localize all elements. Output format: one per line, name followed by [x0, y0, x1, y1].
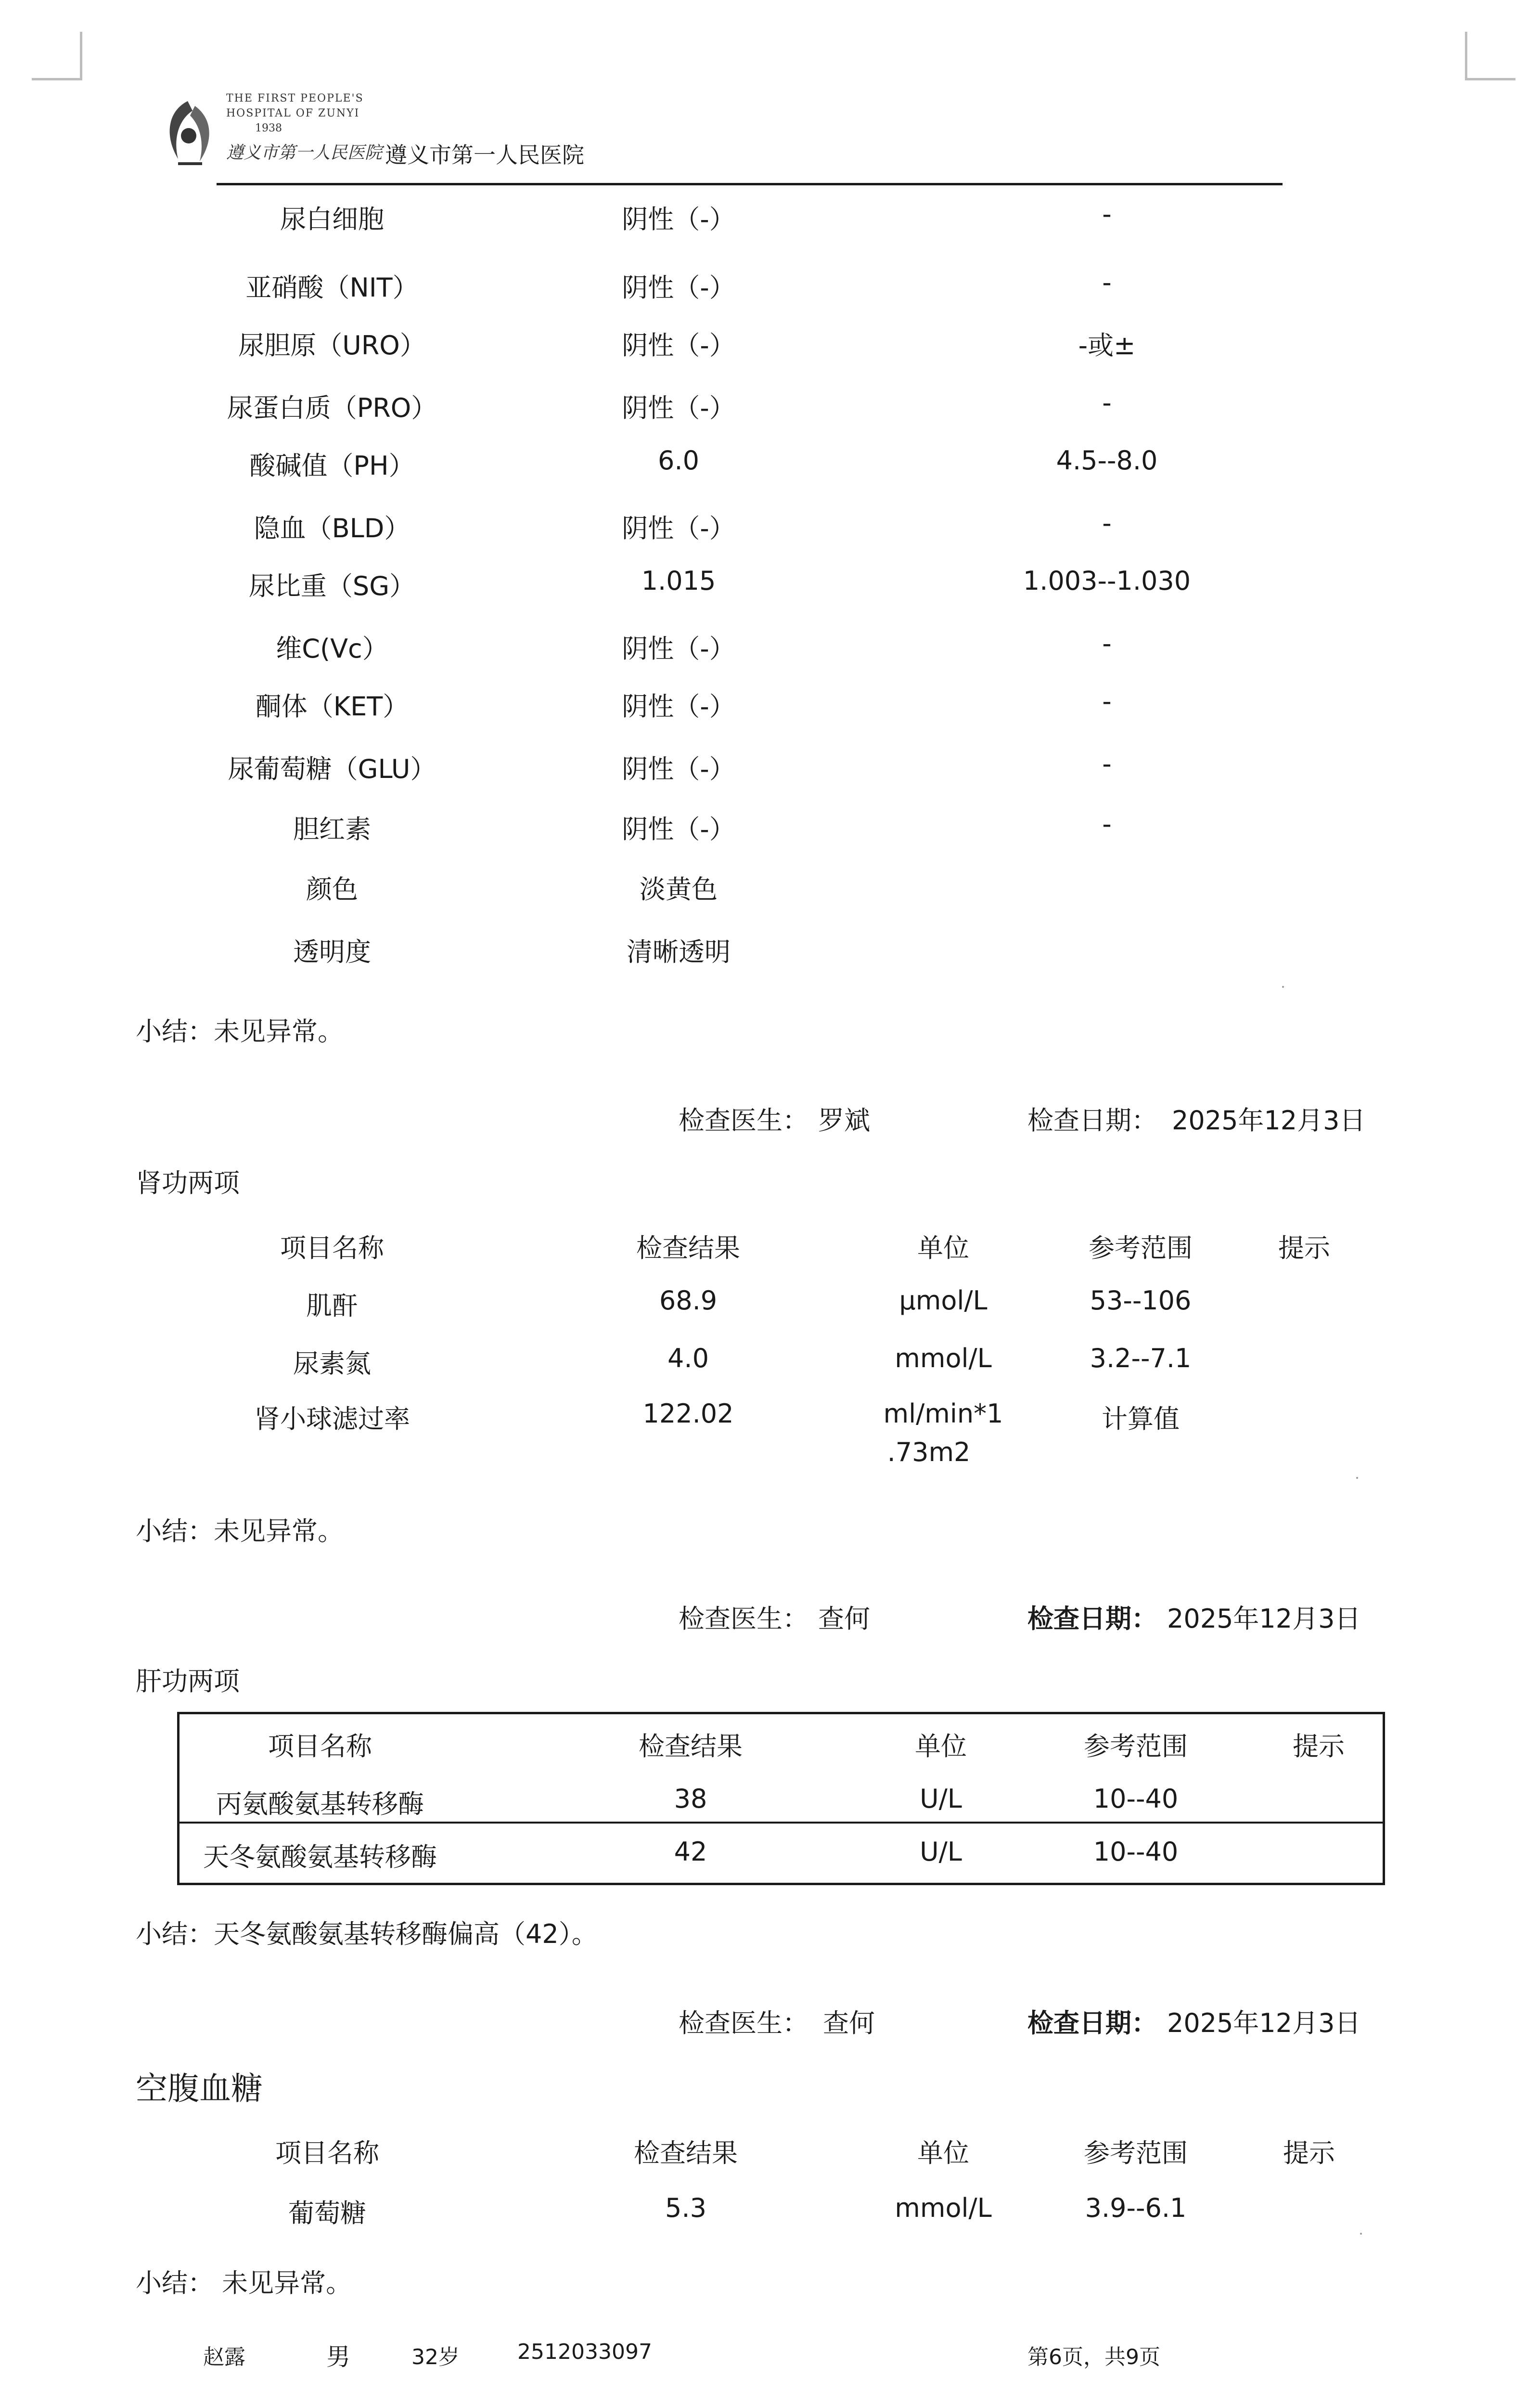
item-name: 尿胆原（URO）: [238, 330, 426, 361]
item-reference: 10--40: [1093, 1837, 1179, 1867]
item-name: 肾小球滤过率: [254, 1404, 410, 1434]
urine-date: 2025年12月3日: [1172, 1105, 1366, 1136]
header-rule: [217, 183, 1283, 185]
item-unit-continued: .73m2: [887, 1437, 971, 1467]
liver-doctor: 查何: [823, 2008, 875, 2038]
item-name: 胆红素: [293, 814, 371, 844]
column-header: 单位: [915, 1731, 967, 1761]
item-name: 肌酐: [306, 1291, 358, 1321]
item-result: 阴性（-）: [622, 513, 735, 544]
item-result: 68.9: [659, 1285, 718, 1316]
item-reference: 1.003--1.030: [1023, 566, 1191, 596]
item-result: 1.015: [641, 566, 716, 596]
item-name: 天冬氨酸氨基转移酶: [203, 1842, 437, 1872]
column-header: 参考范围: [1089, 1233, 1193, 1263]
item-reference: 4.5--8.0: [1056, 445, 1158, 476]
column-header: 项目名称: [280, 1233, 384, 1263]
column-header: 检查结果: [636, 1233, 740, 1263]
column-header: 参考范围: [1084, 2138, 1188, 2168]
liver-date-label: 检查日期：: [1027, 2008, 1157, 2038]
item-reference: -: [1102, 199, 1112, 229]
item-unit: μmol/L: [899, 1285, 988, 1316]
item-result: 淡黄色: [640, 874, 718, 905]
footer-id: 2512033097: [517, 2340, 652, 2364]
column-header: 单位: [917, 1233, 969, 1263]
crop-mark-right: [1465, 32, 1515, 80]
item-unit: mmol/L: [895, 2193, 992, 2223]
hospital-logo-icon: [159, 91, 221, 168]
item-reference: -: [1102, 749, 1112, 779]
item-reference: -: [1102, 267, 1112, 298]
item-result: 阴性（-）: [622, 272, 735, 303]
item-name: 尿蛋白质（PRO）: [227, 393, 437, 423]
item-name: 酮体（KET）: [255, 691, 409, 722]
item-result: 4.0: [667, 1343, 709, 1373]
kidney-doctor: 查何: [818, 1604, 870, 1634]
item-result: 6.0: [658, 445, 699, 476]
hospital-name: 遵义市第一人民医院: [385, 142, 584, 168]
item-result: 阴性（-）: [622, 393, 735, 423]
footer-page: 第6页，共9页: [1027, 2345, 1160, 2369]
column-header: 项目名称: [275, 2138, 379, 2168]
item-name: 隐血（BLD）: [254, 513, 411, 544]
item-name: 丙氨酸氨基转移酶: [216, 1789, 424, 1819]
item-unit: mmol/L: [895, 1343, 992, 1373]
item-name: 亚硝酸（NIT）: [245, 272, 419, 303]
kidney-date-label: 检查日期：: [1027, 1604, 1157, 1634]
item-name: 颜色: [306, 874, 358, 905]
item-result: 42: [674, 1837, 707, 1867]
logo-text-year: 1938: [255, 122, 282, 134]
item-result: 阴性（-）: [622, 754, 735, 784]
item-unit: ml/min*1: [883, 1398, 1003, 1429]
glucose-title: 空腹血糖: [136, 2070, 263, 2107]
mark-dot: [1356, 1477, 1358, 1479]
item-result: 阴性（-）: [622, 691, 735, 722]
item-reference: 3.2--7.1: [1090, 1343, 1192, 1373]
liver-doctor-label: 检查医生：: [679, 2008, 808, 2038]
column-header: 检查结果: [639, 1731, 743, 1761]
footer-age: 32岁: [411, 2345, 460, 2369]
liver-date: 2025年12月3日: [1167, 2008, 1361, 2038]
item-reference: 计算值: [1102, 1404, 1180, 1434]
column-header: 单位: [917, 2138, 969, 2168]
column-header: 检查结果: [634, 2138, 738, 2168]
item-name: 尿白细胞: [280, 204, 384, 234]
urine-summary: 小结：未见异常。: [136, 1016, 344, 1047]
item-result: 5.3: [665, 2193, 706, 2223]
liver-title: 肝功两项: [136, 1666, 240, 1696]
item-name: 尿葡萄糖（GLU）: [228, 754, 436, 784]
item-result: 阴性（-）: [622, 330, 735, 361]
logo-text-en-2: HOSPITAL OF ZUNYI: [226, 107, 360, 119]
crop-mark-left: [32, 32, 82, 80]
item-unit: U/L: [920, 1784, 962, 1814]
glucose-summary: 小结： 未见异常。: [136, 2268, 352, 2298]
item-result: 阴性（-）: [622, 204, 735, 234]
kidney-doctor-label: 检查医生：: [679, 1604, 808, 1634]
item-unit: U/L: [920, 1837, 962, 1867]
item-result: 阴性（-）: [622, 634, 735, 664]
item-result: 122.02: [642, 1398, 734, 1429]
item-name: 维C(Vc）: [276, 634, 388, 664]
liver-row-divider: [177, 1822, 1385, 1824]
item-reference: 10--40: [1093, 1784, 1179, 1814]
item-name: 葡萄糖: [288, 2198, 366, 2228]
kidney-summary: 小结：未见异常。: [136, 1516, 344, 1546]
column-header: 提示: [1278, 1233, 1330, 1263]
urine-doctor: 罗斌: [818, 1105, 870, 1136]
item-reference: -: [1102, 508, 1112, 538]
logo-text-en-1: THE FIRST PEOPLE'S: [226, 92, 364, 104]
urine-date-label: 检查日期：: [1027, 1105, 1157, 1136]
urine-doctor-label: 检查医生：: [679, 1105, 808, 1136]
item-result: 38: [674, 1784, 707, 1814]
mark-dot: [1360, 2233, 1362, 2235]
item-reference: -: [1102, 628, 1112, 659]
column-header: 提示: [1293, 1731, 1345, 1761]
kidney-title: 肾功两项: [136, 1168, 240, 1198]
item-result: 阴性（-）: [622, 814, 735, 844]
item-reference: -: [1102, 809, 1112, 839]
item-result: 清晰透明: [627, 937, 731, 967]
column-header: 项目名称: [268, 1731, 372, 1761]
item-name: 透明度: [293, 937, 371, 967]
logo-text-block: [226, 92, 382, 164]
item-name: 尿比重（SG）: [248, 571, 416, 601]
item-reference: -: [1102, 686, 1112, 716]
kidney-date: 2025年12月3日: [1167, 1604, 1361, 1634]
item-name: 尿素氮: [293, 1348, 371, 1379]
footer-name: 赵露: [203, 2345, 245, 2369]
mark-dot: [1282, 986, 1284, 988]
column-header: 参考范围: [1084, 1731, 1188, 1761]
item-name: 酸碱值（PH）: [249, 451, 415, 481]
item-reference: 3.9--6.1: [1085, 2193, 1187, 2223]
column-header: 提示: [1283, 2138, 1335, 2168]
item-reference: -或±: [1078, 330, 1136, 361]
item-reference: 53--106: [1090, 1285, 1192, 1316]
item-reference: -: [1102, 388, 1112, 418]
liver-summary: 小结：天冬氨酸氨基转移酶偏高（42）。: [136, 1919, 598, 1949]
logo-text-cn: 遵义市第一人民医院: [226, 143, 383, 163]
footer-sex: 男: [326, 2343, 350, 2371]
